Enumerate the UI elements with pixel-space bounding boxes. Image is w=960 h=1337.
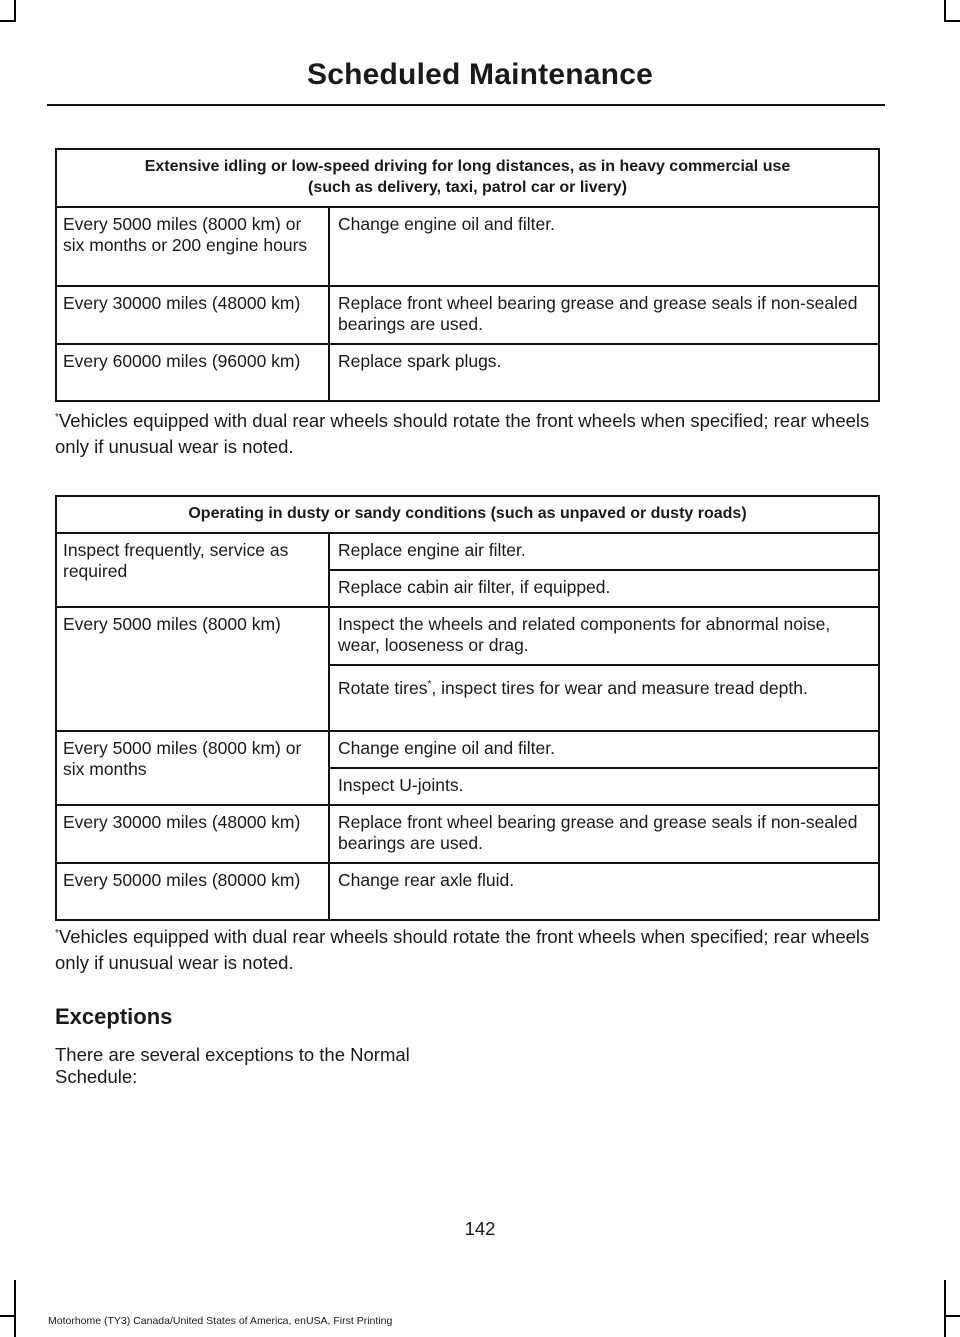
interval-cell: Every 5000 miles (8000 km) or six months or 200 engine hours bbox=[56, 207, 329, 286]
operation-cell: Inspect the wheels and related components for abnormal noise, wear, looseness or drag. bbox=[329, 607, 879, 665]
operation-cell: Change engine oil and filter. bbox=[329, 731, 879, 768]
operation-cell bbox=[329, 665, 879, 731]
crop-mark-top-left bbox=[14, 0, 16, 22]
print-imprint: Motorhome (TY3) Canada/United States of America, enUSA, First Printing bbox=[48, 1315, 393, 1327]
crop-mark-top-left bbox=[0, 20, 14, 22]
table-heading bbox=[56, 149, 879, 207]
interval-cell: Every 30000 miles (48000 km) bbox=[56, 805, 329, 863]
footnote-marker: * bbox=[55, 927, 59, 939]
crop-mark-bottom-right bbox=[944, 1280, 946, 1337]
footnote-text: Vehicles equipped with dual rear wheels should rotate the front wheels when specified; rear wheels only if unusual wear is noted. bbox=[55, 926, 870, 973]
table-row bbox=[56, 207, 879, 286]
table-row bbox=[56, 344, 879, 401]
section-heading: Exceptions bbox=[55, 1004, 173, 1029]
heavy-use-maintenance-table bbox=[55, 148, 880, 402]
interval-cell: Inspect frequently, service as required bbox=[56, 533, 329, 607]
operation-cell: Replace cabin air filter, if equipped. bbox=[329, 570, 879, 607]
table-row bbox=[56, 805, 879, 863]
footnote-marker: * bbox=[427, 679, 432, 691]
dusty-conditions-maintenance-table bbox=[55, 495, 880, 921]
interval-cell: Every 50000 miles (80000 km) bbox=[56, 863, 329, 920]
title-divider bbox=[47, 104, 885, 106]
operation-cell: Replace spark plugs. bbox=[329, 344, 879, 401]
page-title: Scheduled Maintenance bbox=[307, 58, 653, 91]
footnote bbox=[55, 408, 881, 460]
crop-mark-top-right bbox=[944, 0, 946, 22]
page-number: 142 bbox=[464, 1218, 496, 1239]
table-row bbox=[56, 533, 879, 570]
crop-mark-top-right bbox=[946, 20, 960, 22]
footnote bbox=[55, 924, 881, 976]
table-row bbox=[56, 731, 879, 768]
operation-cell: Change rear axle fluid. bbox=[329, 863, 879, 920]
table-row bbox=[56, 286, 879, 344]
body-paragraph: There are several exceptions to the Normal Schedule: bbox=[55, 1044, 410, 1087]
operation-cell: Inspect U-joints. bbox=[329, 768, 879, 805]
table-heading: Operating in dusty or sandy conditions (such as unpaved or dusty roads) bbox=[56, 496, 879, 533]
table-header-row bbox=[56, 496, 879, 533]
table-header-row bbox=[56, 149, 879, 207]
operation-cell: Replace engine air filter. bbox=[329, 533, 879, 570]
crop-mark-bottom-left bbox=[14, 1280, 16, 1337]
footnote-text: Vehicles equipped with dual rear wheels should rotate the front wheels when specified; rear wheels only if unusual wear is noted. bbox=[55, 410, 870, 457]
operation-text: , inspect tires for wear and measure tread depth. bbox=[431, 678, 808, 698]
operation-text: Rotate tires bbox=[338, 678, 428, 698]
footnote-marker: * bbox=[55, 411, 59, 423]
crop-mark-bottom-left bbox=[0, 1315, 14, 1317]
interval-cell: Every 5000 miles (8000 km) bbox=[56, 607, 329, 731]
table-heading-line: (such as delivery, taxi, patrol car or livery) bbox=[308, 179, 627, 196]
interval-cell: Every 60000 miles (96000 km) bbox=[56, 344, 329, 401]
table-heading-line: Extensive idling or low-speed driving for long distances, as in heavy commercial use bbox=[144, 158, 791, 175]
interval-cell: Every 30000 miles (48000 km) bbox=[56, 286, 329, 344]
operation-cell: Replace front wheel bearing grease and grease seals if non-sealed bearings are used. bbox=[329, 286, 879, 344]
operation-cell: Replace front wheel bearing grease and grease seals if non-sealed bearings are used. bbox=[329, 805, 879, 863]
table-row bbox=[56, 863, 879, 920]
crop-mark-bottom-right bbox=[946, 1315, 960, 1317]
interval-cell: Every 5000 miles (8000 km) or six months bbox=[56, 731, 329, 805]
operation-cell: Change engine oil and filter. bbox=[329, 207, 879, 286]
table-row bbox=[56, 607, 879, 665]
